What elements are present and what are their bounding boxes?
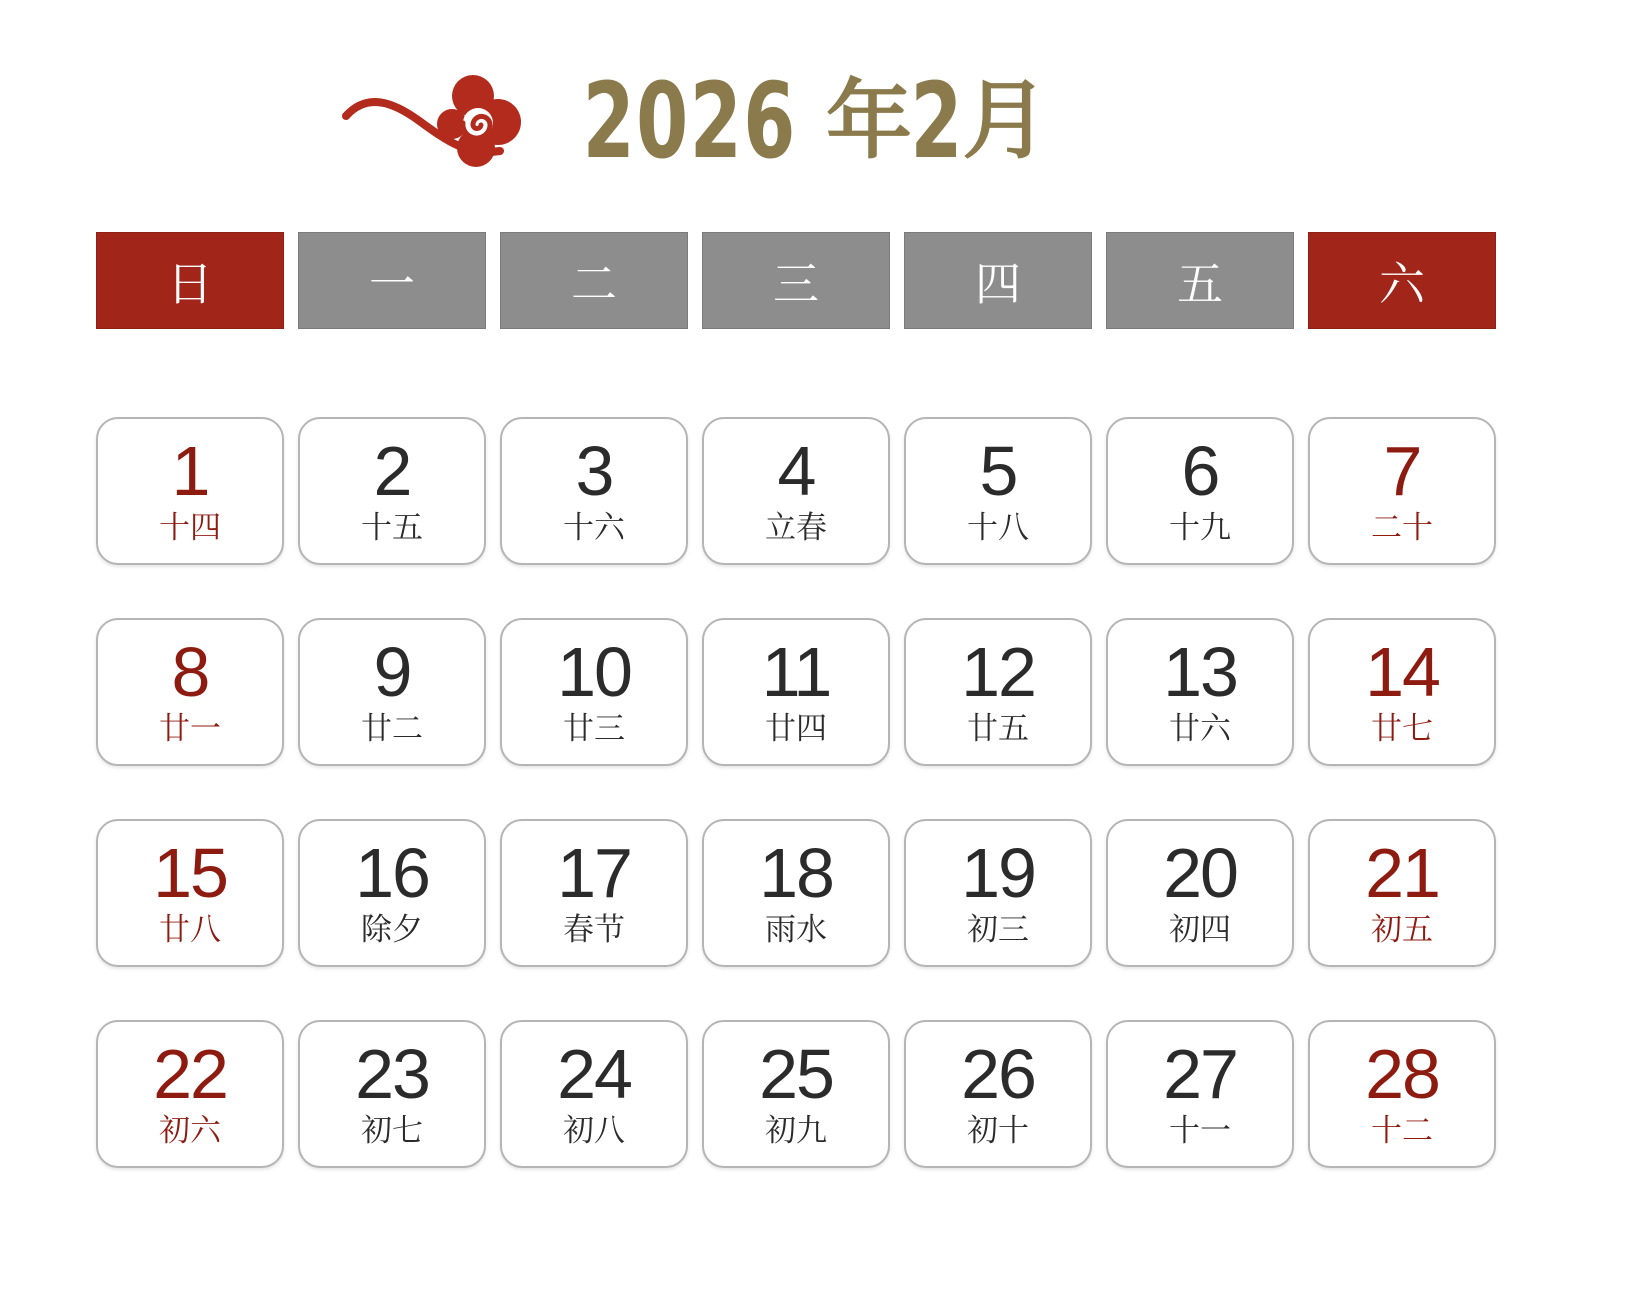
day-cell-14 — [1308, 618, 1496, 766]
day-lunar-label: 廿六 — [1169, 711, 1231, 747]
day-cell-11 — [702, 618, 890, 766]
day-lunar-label: 初八 — [563, 1113, 625, 1149]
day-cell-26 — [904, 1020, 1092, 1168]
day-cell-21 — [1308, 819, 1496, 967]
title-row — [0, 0, 1515, 180]
calendar — [96, 232, 1496, 1168]
day-cell-20 — [1106, 819, 1294, 967]
day-lunar-label: 初五 — [1371, 912, 1433, 948]
day-cell-1 — [96, 417, 284, 565]
day-lunar-label: 雨水 — [765, 912, 827, 948]
day-number: 18 — [759, 834, 833, 913]
day-lunar-label: 十五 — [361, 510, 423, 546]
day-number: 6 — [1181, 432, 1219, 511]
day-number: 16 — [355, 834, 429, 913]
day-number: 25 — [759, 1035, 833, 1114]
day-number: 20 — [1163, 834, 1237, 913]
day-cell-6 — [1106, 417, 1294, 565]
day-number: 12 — [961, 633, 1035, 712]
day-lunar-label: 十八 — [967, 510, 1029, 546]
day-cell-3 — [500, 417, 688, 565]
day-number: 3 — [575, 432, 613, 511]
day-number: 10 — [557, 633, 631, 712]
day-number: 7 — [1383, 432, 1421, 511]
day-number: 8 — [171, 633, 209, 712]
day-lunar-label: 初六 — [159, 1113, 221, 1149]
day-cell-17 — [500, 819, 688, 967]
day-cell-8 — [96, 618, 284, 766]
day-cell-15 — [96, 819, 284, 967]
weekday-header-日: 日 — [96, 232, 284, 329]
day-lunar-label: 春节 — [563, 912, 625, 948]
day-number: 11 — [761, 633, 831, 712]
day-lunar-label: 初三 — [967, 912, 1029, 948]
day-cell-10 — [500, 618, 688, 766]
title-segment-0: 2026 — [582, 60, 797, 182]
title-segment-3: 月 — [962, 71, 1049, 171]
day-lunar-label: 廿三 — [563, 711, 625, 747]
weekday-header-row — [96, 232, 1496, 329]
day-number: 2 — [373, 432, 411, 511]
day-cell-5 — [904, 417, 1092, 565]
day-number: 14 — [1365, 633, 1439, 712]
day-lunar-label: 立春 — [765, 510, 827, 546]
day-cell-25 — [702, 1020, 890, 1168]
day-lunar-label: 初九 — [765, 1113, 827, 1149]
day-number: 27 — [1163, 1035, 1237, 1114]
day-cell-16 — [298, 819, 486, 967]
day-cell-27 — [1106, 1020, 1294, 1168]
day-number: 13 — [1163, 633, 1237, 712]
day-lunar-label: 廿一 — [159, 711, 221, 747]
weekday-header-六: 六 — [1308, 232, 1496, 329]
day-number: 5 — [979, 432, 1017, 511]
day-lunar-label: 廿四 — [765, 711, 827, 747]
day-number: 15 — [153, 834, 227, 913]
day-number: 28 — [1365, 1035, 1439, 1114]
day-cell-28 — [1308, 1020, 1496, 1168]
day-cell-22 — [96, 1020, 284, 1168]
day-number: 1 — [171, 432, 209, 511]
auspicious-cloud-icon — [340, 66, 525, 176]
day-lunar-label: 十六 — [563, 510, 625, 546]
day-cell-4 — [702, 417, 890, 565]
day-number: 19 — [961, 834, 1035, 913]
day-cell-13 — [1106, 618, 1294, 766]
weekday-header-一: 一 — [298, 232, 486, 329]
weekday-header-四: 四 — [904, 232, 1092, 329]
days-grid — [96, 417, 1496, 1168]
day-number: 9 — [373, 633, 411, 712]
day-lunar-label: 十九 — [1169, 510, 1231, 546]
day-number: 17 — [557, 834, 631, 913]
day-lunar-label: 二十 — [1371, 510, 1433, 546]
day-number: 24 — [557, 1035, 631, 1114]
day-lunar-label: 除夕 — [361, 912, 423, 948]
day-number: 21 — [1365, 834, 1439, 913]
day-lunar-label: 十二 — [1371, 1113, 1433, 1149]
day-number: 22 — [153, 1035, 227, 1114]
day-lunar-label: 廿八 — [159, 912, 221, 948]
page-title — [555, 60, 1051, 182]
weekday-header-五: 五 — [1106, 232, 1294, 329]
day-cell-12 — [904, 618, 1092, 766]
day-cell-18 — [702, 819, 890, 967]
day-cell-2 — [298, 417, 486, 565]
weekday-header-三: 三 — [702, 232, 890, 329]
day-number: 23 — [355, 1035, 429, 1114]
day-number: 4 — [777, 432, 815, 511]
day-lunar-label: 廿二 — [361, 711, 423, 747]
day-lunar-label: 初七 — [361, 1113, 423, 1149]
day-lunar-label: 初十 — [967, 1113, 1029, 1149]
day-lunar-label: 初四 — [1169, 912, 1231, 948]
day-lunar-label: 廿五 — [967, 711, 1029, 747]
day-cell-9 — [298, 618, 486, 766]
day-cell-7 — [1308, 417, 1496, 565]
title-segment-2: 2 — [910, 60, 964, 182]
day-lunar-label: 十四 — [159, 510, 221, 546]
day-lunar-label: 十一 — [1169, 1113, 1231, 1149]
weekday-header-二: 二 — [500, 232, 688, 329]
day-lunar-label: 廿七 — [1371, 711, 1433, 747]
day-cell-23 — [298, 1020, 486, 1168]
title-segment-1: 年 — [826, 71, 913, 171]
day-number: 26 — [961, 1035, 1035, 1114]
day-cell-19 — [904, 819, 1092, 967]
day-cell-24 — [500, 1020, 688, 1168]
